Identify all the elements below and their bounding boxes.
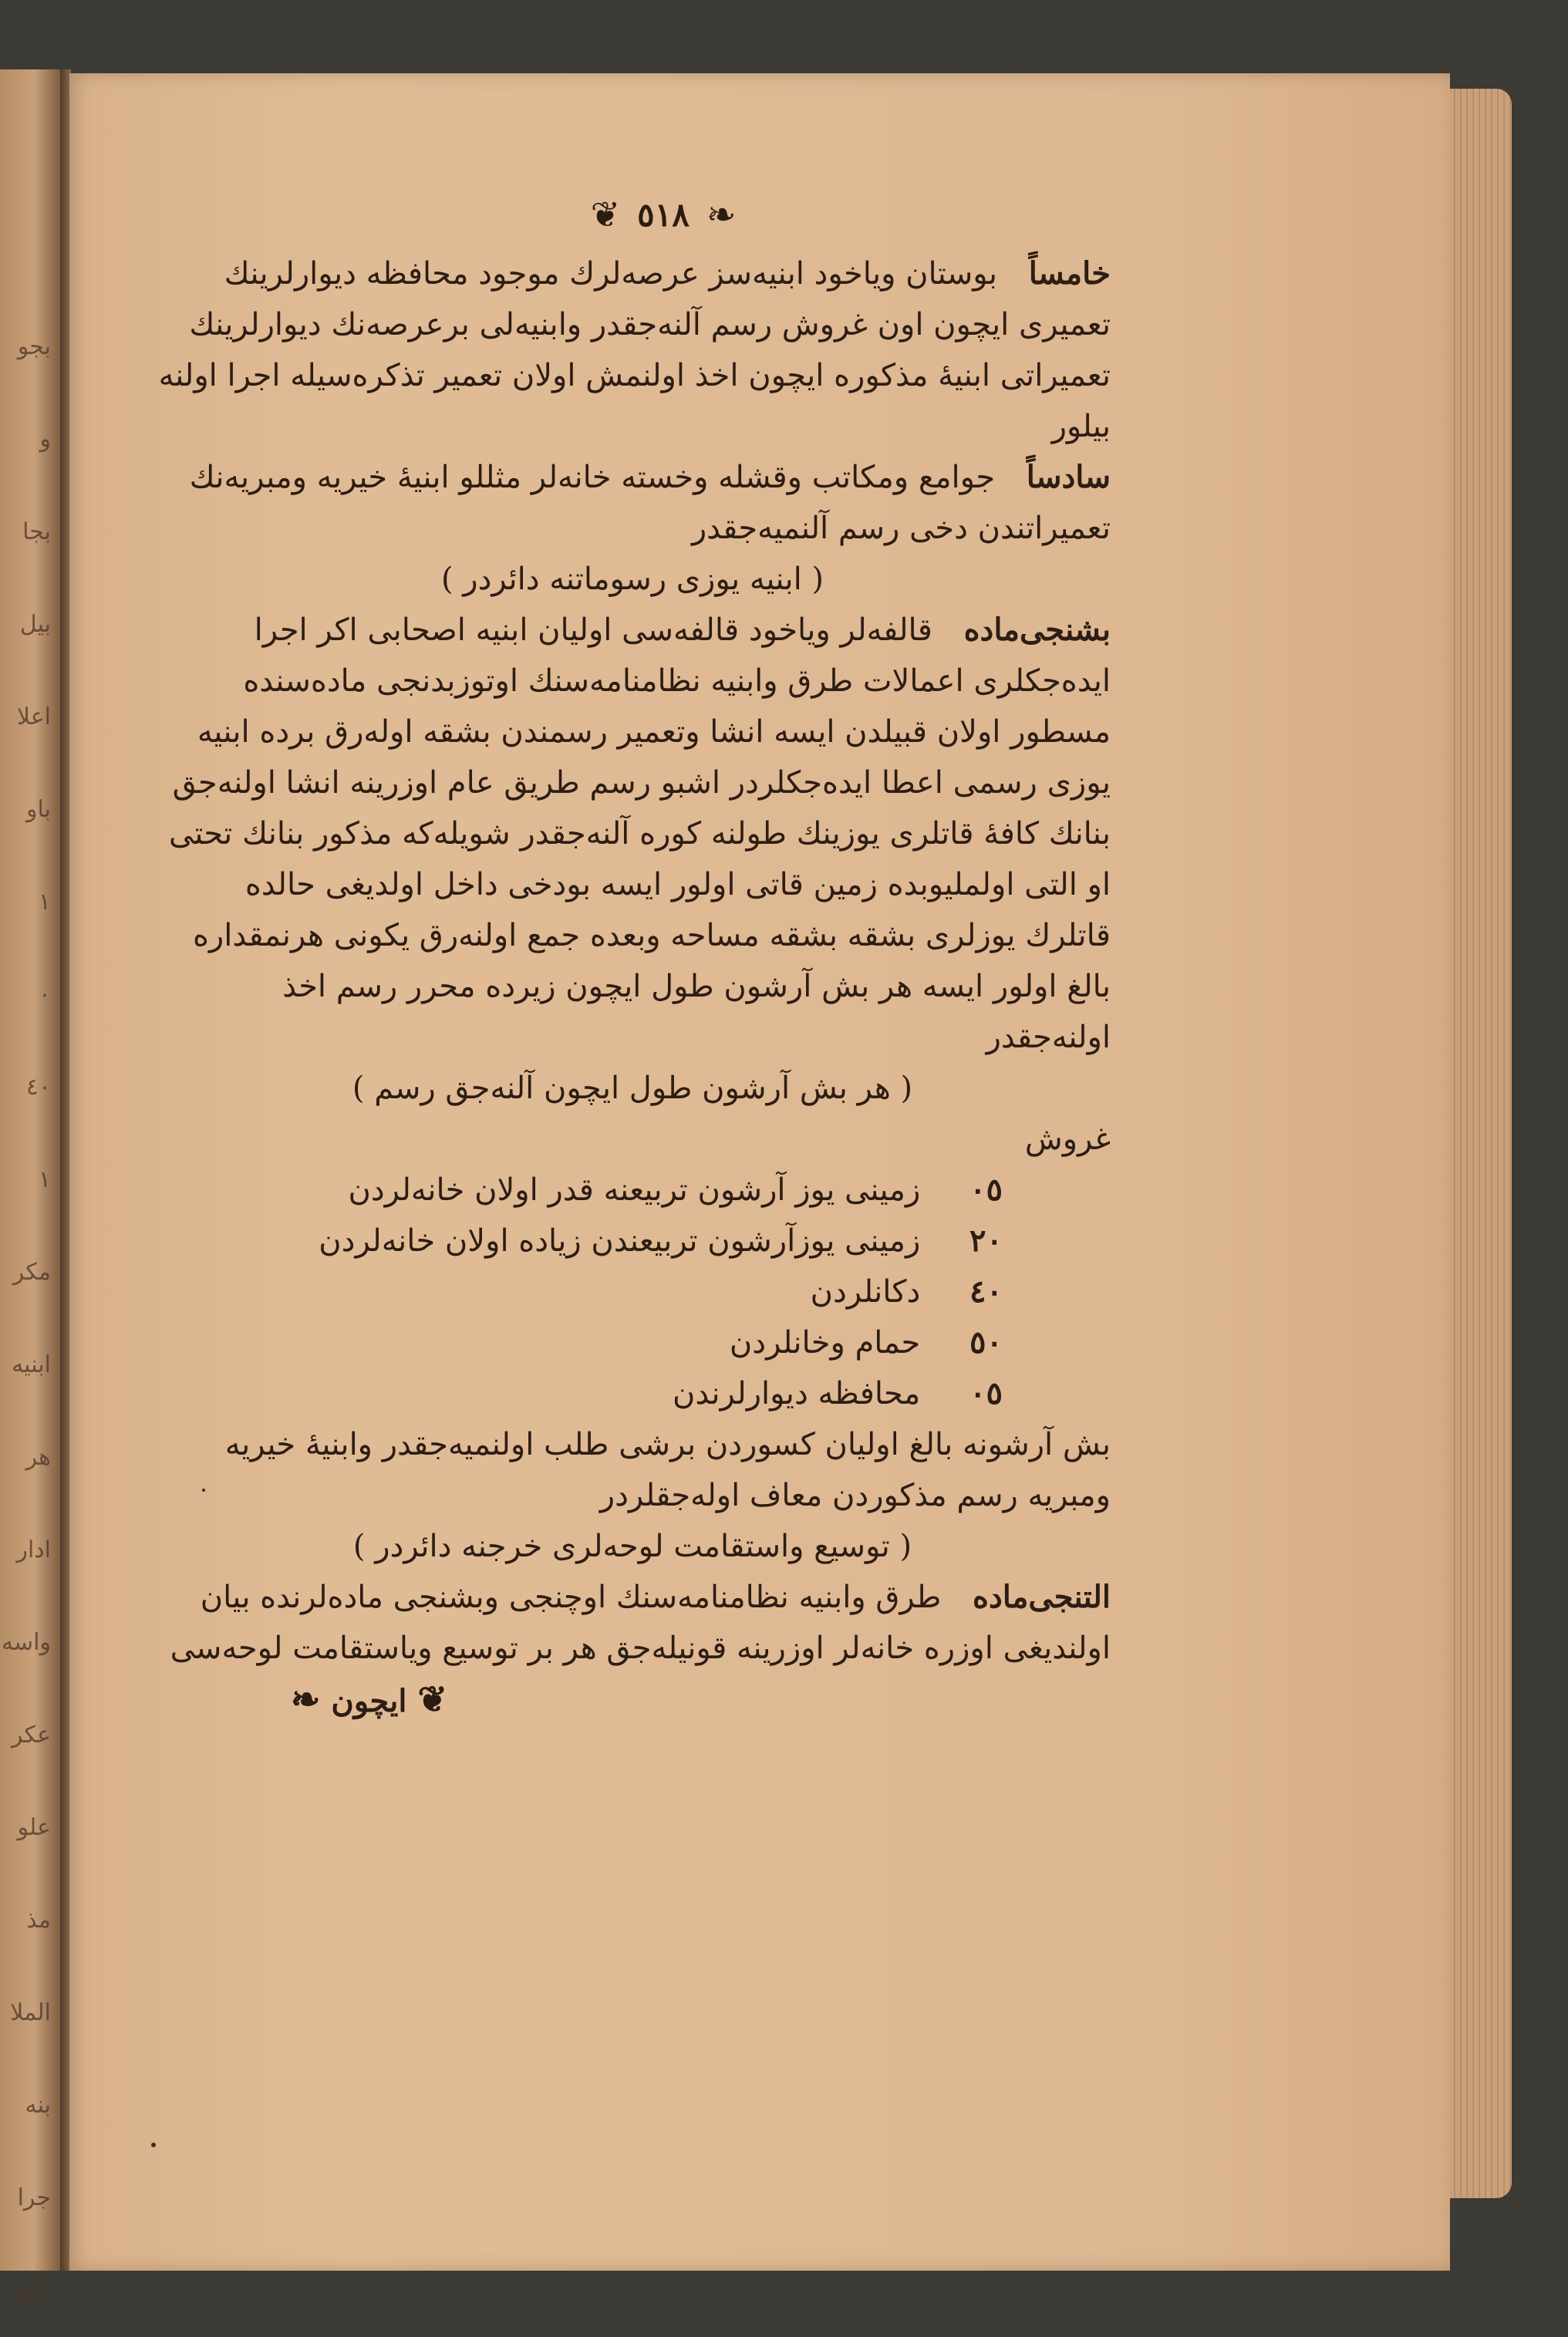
- fee-row: [154, 1368, 1111, 1419]
- section-heading: ( توسيع واستقامت لوحه‌لرى خرجنه دائردر ): [352, 1529, 912, 1564]
- currency-unit-label: غروش: [1024, 1121, 1111, 1157]
- facing-page-edge: [0, 69, 62, 2304]
- fee-row: [154, 1216, 1111, 1266]
- paragraph-text: جوامع ومكاتب وقشله وخسته خانه‌لر مثللو ابنيۀ خيريه ومبريه‌نك تعميراتندن دخى رسم آلنميه‌جقدر: [189, 460, 1111, 546]
- fee-description: زمينى يوز آرشون تربيعنه قدر اولان خانه‌لردن: [348, 1172, 921, 1208]
- paragraph-lead: سادساً: [1026, 459, 1111, 495]
- catchword-text: ايچون: [331, 1683, 407, 1719]
- fee-description: دكانلردن: [810, 1274, 921, 1310]
- fee-row: [154, 1266, 1111, 1317]
- fee-row: [154, 1317, 1111, 1368]
- paragraph-fifth: [154, 248, 1111, 452]
- fee-description: محافظه ديوارلرندن: [672, 1376, 921, 1411]
- catchword: [154, 1674, 1111, 1727]
- article-text: طرق وابنيه نظامنامه‌سنك اوچنجى وبشنجى ماده‌لرنده بيان اولنديغى اوزره خانه‌لر اوزرينه قونيله‌جق هر بر توسيع وياستقامت لوحه‌سى: [170, 1580, 1111, 1666]
- fee-row: [154, 1165, 1111, 1216]
- article-number: التنجى‌ماده: [973, 1579, 1111, 1615]
- facing-page-text-fragments: بجو و بجا بيل اعلا باو ۱ ٠ ٤٠ ١ مكر ابنيه هر ادار واسه عكر علو مذ الملا بنه جرا نالح: [1, 333, 51, 2304]
- page-edges: [1450, 89, 1512, 2198]
- fee-description: حمام وخانلردن: [729, 1325, 921, 1361]
- ink-speck: [151, 2143, 156, 2147]
- paragraph-text: بوستان وياخود ابنيه‌سز عرصه‌لرك موجود محافظه ديوارلرينك تعميرى ايچون اون غروش رسم آلنه‌جقدر وابنيه‌لى برعرصه‌نك ديوارلرينك تعميراتى ابنيۀ مذكوره ايچون اخذ اولنمش اولان تعمير تذكره‌سيله اجرا اولنه بيلور: [158, 256, 1111, 444]
- ornament-icon: ❧: [290, 1678, 321, 1720]
- fee-amount: ٠٥: [969, 1375, 1003, 1411]
- fee-table-heading: ( هر بش آرشون طول ايچون آلنه‌جق رسم ): [352, 1071, 913, 1106]
- fee-description: زمينى يوزآرشون تربيعندن زياده اولان خانه‌لردن: [319, 1223, 921, 1259]
- fee-amount: ٠٥: [969, 1172, 1003, 1208]
- fee-amount: ٥٠: [969, 1324, 1003, 1361]
- fee-amount: ٤٠: [969, 1273, 1003, 1310]
- page-number: ٥١٨: [637, 195, 690, 234]
- fee-list: [154, 1165, 1111, 1419]
- paragraph-lead: خامساً: [1028, 255, 1111, 292]
- page-header: [540, 184, 787, 245]
- page-body: [154, 248, 1111, 1727]
- article-five: [154, 605, 1111, 1063]
- article-text: قالفه‌لر وياخود قالفه‌سى اوليان ابنيه اصحابى اكر اجرا ايده‌جكلرى اعمالات طرق وابنيه نظامنامه‌سنك اوتوزبدنجى ماده‌سنده مسطور اولان قبيلدن ايسه انشا وتعمير رسمندن بشقه اوله‌رق برده ابنيه يوزى رسمى اعطا ايده‌جكلردر اشبو رسم طريق عام اوزرينه انشا اولنه‌جق بنانك كافۀ قاتلرى يوزينك طولنه كوره آلنه‌جقدر شويله‌كه مذكور بنانك تحتى او التى اولمليوبده زمين قاتى اولور ايسه بودخى داخل اولديغى حالده قاتلرك يوزلرى بشقه بشقه مساحه وبعده جمع اولنه‌رق يكونى هرنمقداره بالغ اولور ايسه هر بش آرشون طول ايچون زيرده محرر رسم اخذ اولنه‌جقدر: [168, 612, 1111, 1055]
- fee-amount: ٢٠: [969, 1222, 1003, 1259]
- ornament-right-icon: ❦: [590, 194, 621, 235]
- section-heading: ( ابنيه يوزى رسوماتنه دائردر ): [440, 561, 824, 597]
- article-number: بشنجى‌ماده: [963, 612, 1111, 648]
- ornament-icon: ❦: [417, 1678, 447, 1720]
- ornament-left-icon: ❧: [706, 194, 737, 235]
- paragraph-sixth: [154, 452, 1111, 554]
- paragraph-exemption: بش آرشونه بالغ اوليان كسوردن برشى طلب اولنميه‌جقدر وابنيۀ خيريه ومبريه رسم مذكوردن معاف اوله‌جقلردر: [224, 1427, 1111, 1513]
- article-six: [154, 1572, 1111, 1674]
